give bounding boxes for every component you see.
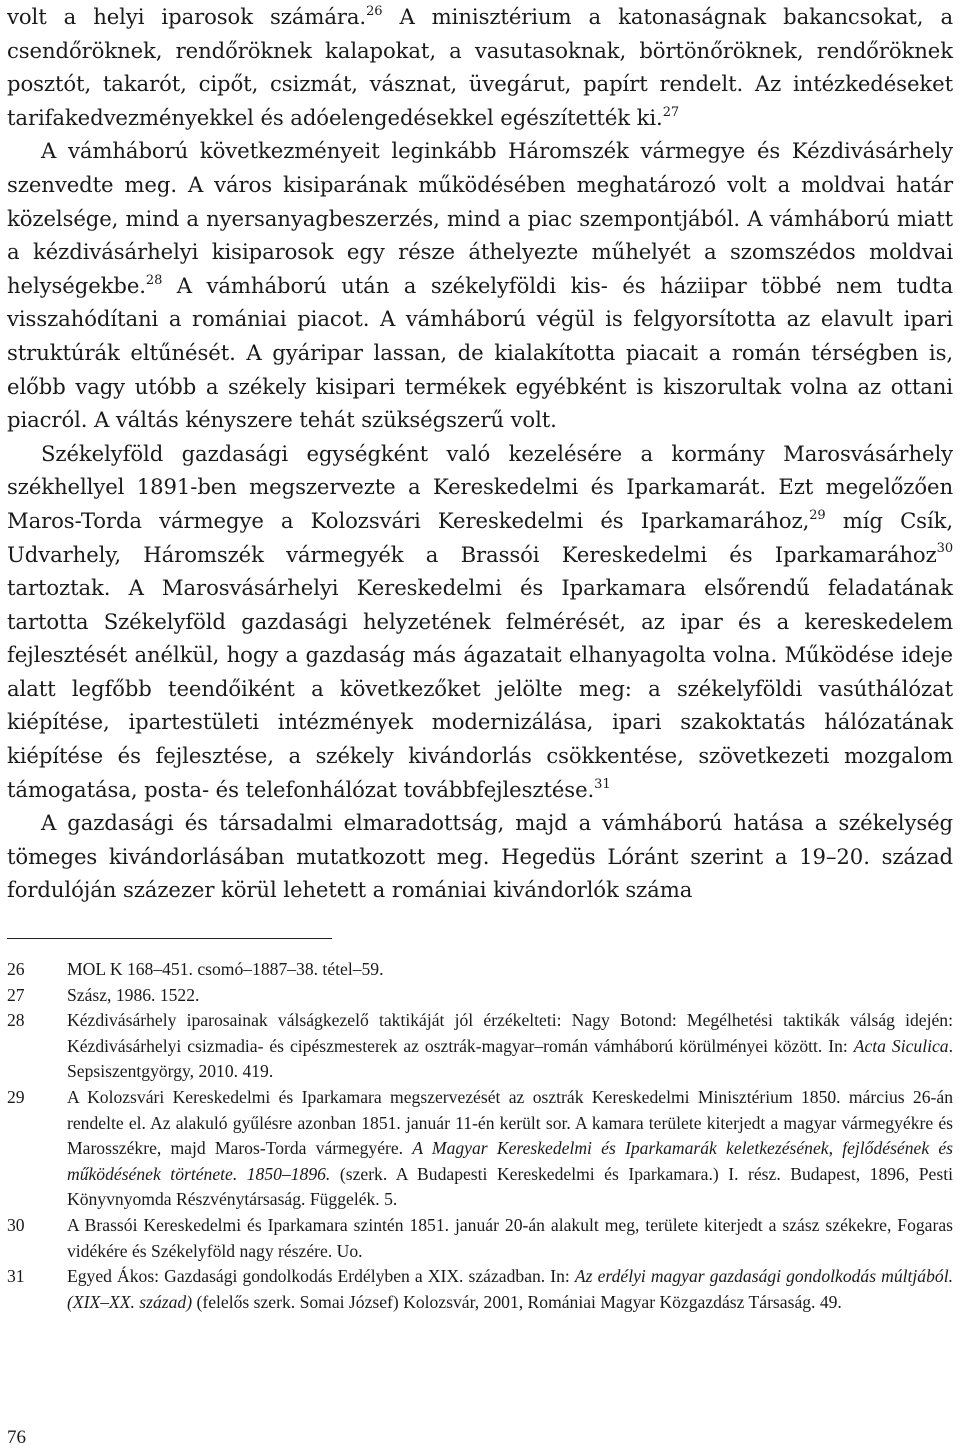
footnote-text-b: (szerk. A Budapesti Kereskedelmi és Iparkamara.) I. rész. Budapest, 1896, Pesti Könyvnyomda Részvénytársaság. Függelék. 5. xyxy=(67,1163,953,1210)
footnote-ref-28[interactable]: 28 xyxy=(145,272,163,288)
footnote-ref-26[interactable]: 26 xyxy=(366,3,383,19)
footnote-27 xyxy=(7,983,953,1009)
paragraph-2 xyxy=(7,134,953,436)
p3-text-b: míg Csík, Udvarhely, Háromszék vármegyék a Brassói Kereskedelmi és Iparkamarához xyxy=(7,507,953,567)
p1-text-a: volt a helyi iparosok számára. xyxy=(7,4,367,29)
footnote-text xyxy=(67,1085,953,1213)
footnote-ref-27[interactable]: 27 xyxy=(662,104,680,120)
footnote-title-italic: A Magyar Kereskedelmi és Iparkamarák keletkezésének, fejlődésének és működésének története. 1850–1896. xyxy=(67,1138,953,1184)
page-number: 76 xyxy=(7,1427,26,1448)
footnote-text xyxy=(67,1264,953,1315)
footnote-28 xyxy=(7,1008,953,1085)
footnote-text-a: A Kolozsvári Kereskedelmi és Iparkamara megszervezését az osztrák Kereskedelmi Minisztérium 1850. március 26-án rendelte el. Az alakuló gyűlésre azonban 1851. január 11-én került sor. A kamara területe kiterjedt a magyar vármegyékre és Marosszékre, majd Maros-Torda vármegyére. xyxy=(67,1086,953,1159)
footnote-text-b: . Sepsiszentgyörgy, 2010. 419. xyxy=(67,1035,953,1082)
footnote-title-italic: Acta Siculica xyxy=(853,1035,949,1056)
paragraph-4 xyxy=(7,806,953,907)
footnote-text: A Brassói Kereskedelmi és Iparkamara szintén 1851. január 20-án alakult meg, területe kiterjedt a szász székekre, Fogaras vidékére és Székelyföld nagy részére. Uo. xyxy=(67,1214,953,1261)
footnote-30 xyxy=(7,1213,953,1264)
footnote-26 xyxy=(7,957,953,983)
footnote-text-a: Egyed Ákos: Gazdasági gondolkodás Erdélyben a XIX. században. In: xyxy=(67,1266,575,1287)
footnote-number: 28 xyxy=(7,1010,25,1031)
p4-text-a: A gazdasági és társadalmi elmaradottság, majd a vámháború hatása a székelység tömeges kivándorlásában mutatkozott meg. Hegedüs Lóránt szerint a 19–20. század fordulóján százezer körül lehetett a romániai kivándorlók száma xyxy=(7,810,953,903)
footnotes xyxy=(7,957,953,1315)
p3-text-c: tartoztak. A Marosvásárhelyi Kereskedelmi és Iparkamara elsőrendű feladatának tartotta Székelyföld gazdasági helyzetének felmérését, az ipar és a kereskedelem fejlesztését anélkül, hogy a gazdaság más ágazatait elhanyagolta volna. Működése ideje alatt legfőbb teendőiként a következőket jelölte meg: a székelyföldi vasúthálózat kiépítése, ipartestületi intézmények modernizálása, ipari szakoktatás hálózatának kiépítése és fejlesztése, a székely kivándorlás csökkentése, szövetkezeti mozgalom támogatása, posta- és telefonhálózat továbbfejlesztése. xyxy=(7,575,953,802)
footnote-number: 29 xyxy=(7,1086,25,1107)
p3-text-a: Székelyföld gazdasági egységként való kezelésére a kormány Marosvásárhely székhellyel 1891-ben megszervezte a Kereskedelmi és Iparkamarát. Ezt megelőzően Maros-Torda vármegye a Kolozsvári Kereskedelmi és Iparkamarához, xyxy=(7,440,953,533)
footnote-ref-30[interactable]: 30 xyxy=(936,541,953,557)
footnote-number: 27 xyxy=(7,984,25,1005)
footnote-divider xyxy=(7,938,332,939)
body-text xyxy=(7,0,953,907)
paragraph-1 xyxy=(7,0,953,134)
footnote-text-a: Kézdivásárhely iparosainak válságkezelő taktikáját jól érzékelteti: Nagy Botond: Megélhetési taktikák válság idején: Kézdivásárhelyi csizmadia- és cipészmesterek az osztrák-magyar–román vámháború körülményei között. In: xyxy=(67,1010,953,1056)
footnote-text xyxy=(67,1008,953,1085)
footnote-31 xyxy=(7,1264,953,1315)
footnote-title-italic: Az erdélyi magyar gazdasági gondolkodás múltjából. (XIX–XX. század) xyxy=(67,1266,953,1312)
footnote-number: 31 xyxy=(7,1266,25,1287)
paragraph-3 xyxy=(7,437,953,807)
footnote-text-b: (felelős szerk. Somai József) Kolozsvár, 2001, Romániai Magyar Közgazdász Társaság. 49. xyxy=(192,1291,842,1312)
p2-text-a: A vámháború következményeit leginkább Háromszék vármegye és Kézdivásárhely szenvedte meg. A város kisiparának működésében meghatározó volt a moldvai határ közelsége, mind a nyersanyagbeszerzés, mind a piac szempontjából. A vámháború miatt a kézdivásárhelyi kisiparosok egy része áthelyezte műhelyét a szomszédos moldvai helységekbe. xyxy=(7,138,953,298)
p2-text-b: A vámháború után a székelyföldi kis- és háziipar többé nem tudta visszahódítani a romániai piacot. A vámháború végül is felgyorsította az elavult ipari struktúrák eltűnését. A gyáripar lassan, de kialakította piacait a román térségben is, előbb vagy utóbb a székely kisipari termékek egyébként is kiszorultak volna az ottani piacról. A váltás kényszere tehát szükségszerű volt. xyxy=(7,272,953,433)
footnote-text: MOL K 168–451. csomó–1887–38. tétel–59. xyxy=(67,959,384,979)
footnote-text: Szász, 1986. 1522. xyxy=(67,984,200,1005)
footnote-ref-31[interactable]: 31 xyxy=(594,776,611,792)
footnote-29 xyxy=(7,1085,953,1213)
footnote-number: 26 xyxy=(7,959,25,979)
p1-text-b: A minisztérium a katonaságnak bakancsokat, a csendőröknek, rendőröknek kalapokat, a vasutasoknak, börtönőröknek, rendőröknek posztót, takarót, cipőt, csizmát, vásznat, üvegárut, papírt rendelt. Az intézkedéseket tarifakedvezményekkel és adóelengedésekkel egészítették ki. xyxy=(7,4,953,130)
footnote-ref-29[interactable]: 29 xyxy=(809,507,826,523)
footnote-number: 30 xyxy=(7,1214,25,1235)
